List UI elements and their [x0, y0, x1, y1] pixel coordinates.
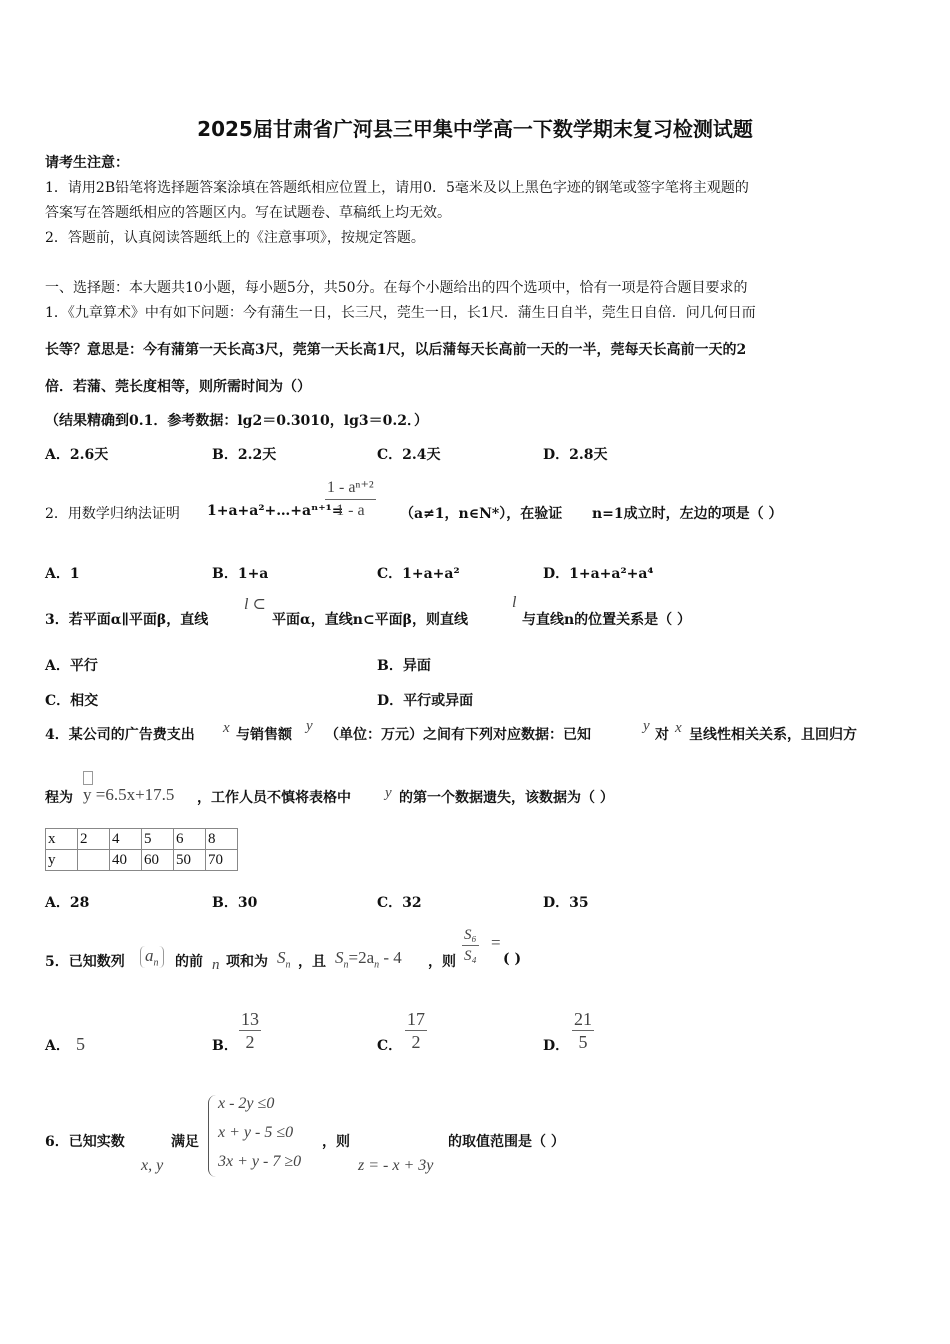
- q5-eq-end: - 4: [383, 948, 402, 967]
- q5-sequence-an: [140, 946, 164, 968]
- q5-equals: =: [491, 933, 501, 952]
- q2-fraction-denominator: 1 - a: [336, 502, 365, 519]
- q5-option-d-denominator: 5: [578, 1032, 588, 1052]
- notice-line-1b: 答案写在答题纸相应的答题区内。写在试题卷、草稿纸上均无效。: [45, 205, 451, 221]
- q3-option-a[interactable]: A．平行: [45, 658, 98, 674]
- q4-y-symbol: y: [306, 718, 313, 734]
- table-cell: 60: [142, 850, 174, 871]
- q4-part-5: 呈线性相关关系，且回归方: [689, 727, 857, 743]
- q6-system-brace: [208, 1095, 217, 1177]
- q5-eq-sub: n: [343, 959, 349, 971]
- q4-data-table: [45, 828, 238, 871]
- q4-line-2-c: 的第一个数据遗失，该数据为（ ）: [399, 790, 614, 806]
- q5-option-d-numerator: 21: [574, 1009, 592, 1029]
- notice-line-1: 1．请用2B铅笔将选择题答案涂填在答题纸相应位置上，请用0．5毫米及以上黑色字迹的钢笔或签字笔将主观题的: [45, 180, 749, 196]
- table-row: [46, 850, 238, 871]
- q2-option-c[interactable]: C．1+a+a²: [377, 566, 460, 582]
- hat-placeholder-icon: [83, 771, 93, 785]
- notice-heading: 请考生注意：: [45, 155, 129, 171]
- q6-objective: z = - x + 3y: [358, 1157, 434, 1174]
- q5-option-b-label[interactable]: B．: [212, 1038, 238, 1054]
- q6-constraint-3: 3x + y - 7 ≥0: [218, 1153, 302, 1170]
- q5-sn-letter: S: [277, 948, 286, 967]
- q1-line-2: 长等？意思是：今有蒲第一天长高3尺，莞第一天长高1尺，以后蒲每天长高前一天的一半，莞每天长高前一天的2: [45, 342, 747, 358]
- q5-part-2: 的前: [175, 954, 203, 970]
- table-cell: [78, 850, 110, 871]
- q4-part-2: 与销售额: [236, 727, 292, 743]
- q3-part-3: 与直线n的位置关系是（ ）: [522, 612, 692, 628]
- table-cell: 40: [110, 850, 142, 871]
- section-heading: 一、选择题：本大题共10小题，每小题5分，共50分。在每个小题给出的四个选项中，恰有一项是符合题目要求的: [45, 280, 748, 296]
- q5-ratio-numerator: S₆: [462, 925, 479, 946]
- table-cell: 4: [110, 829, 142, 850]
- q5-eq-s: S: [335, 948, 344, 967]
- q6-constraint-2: x + y - 5 ≤0: [218, 1124, 294, 1141]
- q6-part-4: 的取值范围是（ ）: [448, 1134, 565, 1150]
- page-title: 2025届甘肃省广河县三甲集中学高一下数学期末复习检测试题: [197, 117, 753, 141]
- q3-part-1: 3．若平面α∥平面β，直线: [45, 612, 209, 628]
- q6-part-3: ，则: [322, 1134, 350, 1150]
- table-cell: y: [46, 850, 78, 871]
- q2-prefix: 2．用数学归纳法证明: [45, 506, 180, 522]
- q5-n-symbol: n: [212, 957, 220, 973]
- q3-option-d[interactable]: D．平行或异面: [377, 693, 474, 709]
- table-cell: 6: [174, 829, 206, 850]
- q4-y-symbol-3: y: [385, 785, 392, 801]
- q1-line-3: 倍．若蒲、莞长度相等，则所需时间为（）: [45, 379, 311, 395]
- q3-line-symbol-2: l: [512, 594, 517, 611]
- q2-fraction: [325, 477, 376, 522]
- q5-option-d-label[interactable]: D．: [543, 1038, 570, 1054]
- q4-regression-equation: y =6.5x+17.5: [83, 785, 175, 804]
- q4-option-a[interactable]: A．28: [45, 895, 90, 911]
- q3-option-c[interactable]: C．相交: [45, 693, 99, 709]
- q5-sn-sub: n: [285, 959, 291, 971]
- q3-line-symbol: l ⊂: [244, 596, 266, 613]
- table-cell: 5: [142, 829, 174, 850]
- q2-option-b[interactable]: B．1+a: [212, 566, 269, 582]
- q5-part-4: ，且: [298, 954, 326, 970]
- table-cell: 2: [78, 829, 110, 850]
- q5-option-b-denominator: 2: [245, 1032, 255, 1052]
- q5-option-a-label[interactable]: A．: [45, 1038, 70, 1054]
- q5-option-a-value[interactable]: 5: [76, 1034, 85, 1054]
- q6-part-2: 满足: [171, 1134, 199, 1150]
- q6-xy-symbol: x, y: [141, 1157, 164, 1174]
- q1-option-c[interactable]: C．2.4天: [377, 447, 441, 463]
- q5-option-c-numerator: 17: [407, 1009, 425, 1029]
- q5-option-c-label[interactable]: C．: [377, 1038, 403, 1054]
- q4-x-symbol-2: x: [675, 720, 682, 736]
- q6-part-1: 6．已知实数: [45, 1134, 125, 1150]
- q5-option-d-fraction[interactable]: [572, 1008, 594, 1053]
- notice-line-2: 2．答题前，认真阅读答题纸上的《注意事项》，按规定答题。: [45, 230, 425, 246]
- q5-an-sub: n: [153, 957, 159, 969]
- q5-sn-symbol: [277, 948, 291, 970]
- q5-part-5: ，则: [428, 954, 456, 970]
- q4-option-b[interactable]: B．30: [212, 895, 258, 911]
- q1-option-a[interactable]: A．2.6天: [45, 447, 109, 463]
- q5-ratio-fraction: [462, 925, 479, 966]
- q3-option-b[interactable]: B．异面: [377, 658, 431, 674]
- q1-line-1: 1．《九章算术》中有如下问题：今有蒲生一日，长三尺，莞生一日，长1尺．蒲生日自半，莞生日自倍．问几何日而: [45, 305, 756, 321]
- q4-part-1: 4．某公司的广告费支出: [45, 727, 195, 743]
- q2-suffix: n=1成立时，左边的项是（ ）: [592, 506, 783, 522]
- q4-x-symbol: x: [223, 720, 230, 736]
- q4-option-d[interactable]: D．35: [543, 895, 589, 911]
- q5-eq-rest: =2a: [348, 948, 375, 967]
- q4-part-3: （单位：万元）之间有下列对应数据：已知: [325, 727, 591, 743]
- table-cell: 50: [174, 850, 206, 871]
- q4-y-symbol-2: y: [643, 718, 650, 734]
- q5-paren: ( ): [503, 951, 522, 967]
- q5-ratio-denominator: S₄: [464, 948, 477, 964]
- q2-condition: （a≠1，n∈N*），在验证: [400, 506, 563, 522]
- q4-line-2-b: ，工作人员不慎将表格中: [197, 790, 351, 806]
- table-cell: 8: [206, 829, 238, 850]
- q5-option-b-numerator: 13: [241, 1009, 259, 1029]
- q1-line-4: （结果精确到0.1．参考数据：lg2＝0.3010，lg3＝0.2．）: [45, 413, 428, 429]
- q2-fraction-numerator: 1 - aⁿ⁺²: [325, 477, 376, 500]
- q6-constraint-1: x - 2y ≤0: [218, 1095, 275, 1112]
- q4-line-2-a: 程为: [45, 790, 73, 806]
- q2-expression: 1+a+a²+…+aⁿ⁺¹=: [207, 503, 344, 519]
- q5-part-3: 项和为: [226, 954, 268, 970]
- q5-option-b-fraction[interactable]: [239, 1008, 261, 1053]
- q5-option-c-fraction[interactable]: [405, 1008, 427, 1053]
- q5-eq-sub-2: n: [374, 959, 380, 971]
- q5-part-1: 5．已知数列: [45, 954, 125, 970]
- q1-option-d[interactable]: D．2.8天: [543, 447, 608, 463]
- q3-part-2: 平面α，直线n⊂平面β，则直线: [272, 612, 468, 628]
- q2-option-a[interactable]: A．1: [45, 566, 80, 582]
- q5-equation: [335, 948, 402, 970]
- q4-part-4: 对: [655, 727, 669, 743]
- table-cell: 70: [206, 850, 238, 871]
- q5-an-letter: a: [145, 946, 154, 965]
- table-cell: x: [46, 829, 78, 850]
- q2-option-d[interactable]: D．1+a+a²+a⁴: [543, 566, 654, 582]
- table-row: [46, 829, 238, 850]
- q4-option-c[interactable]: C．32: [377, 895, 422, 911]
- q1-option-b[interactable]: B．2.2天: [212, 447, 277, 463]
- q5-option-c-denominator: 2: [411, 1032, 421, 1052]
